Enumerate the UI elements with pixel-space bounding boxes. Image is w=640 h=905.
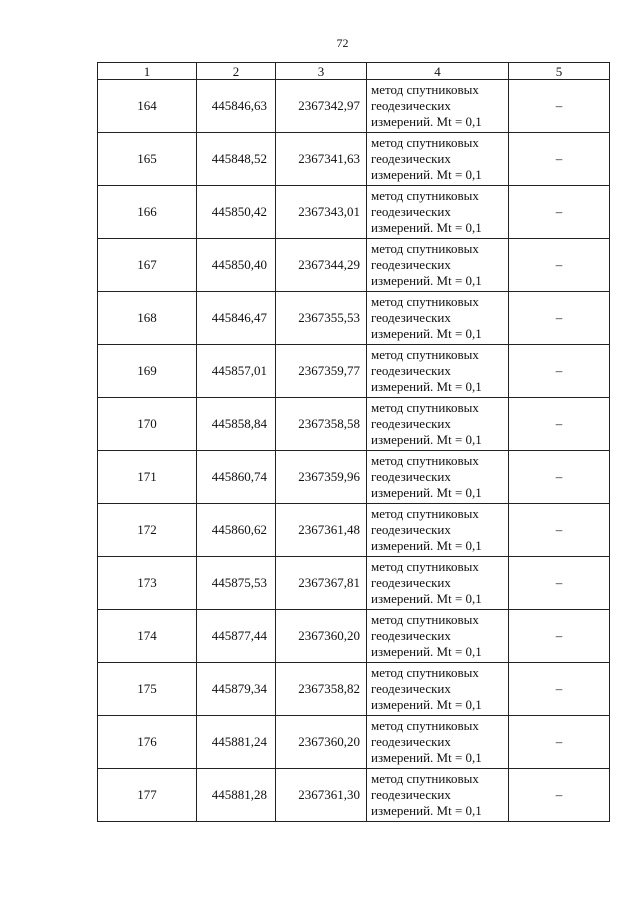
table-row: [98, 769, 610, 822]
method-line: геодезических: [371, 575, 451, 590]
x-coordinate-cell: 445857,01: [197, 345, 276, 398]
method-line: измерений. Mt = 0,1: [371, 485, 482, 500]
method-cell: [367, 557, 509, 610]
method-cell: [367, 133, 509, 186]
x-coordinate-cell: 445846,47: [197, 292, 276, 345]
method-cell: [367, 663, 509, 716]
table-row: [98, 451, 610, 504]
method-line: измерений. Mt = 0,1: [371, 591, 482, 606]
x-coordinate-cell: 445879,34: [197, 663, 276, 716]
y-coordinate-cell: 2367361,48: [276, 504, 367, 557]
method-line: геодезических: [371, 363, 451, 378]
coordinates-table: [97, 62, 610, 822]
table-row: [98, 557, 610, 610]
point-number-cell: 170: [98, 398, 197, 451]
method-line: геодезических: [371, 469, 451, 484]
method-line: метод спутниковых: [371, 665, 479, 680]
note-cell: –: [509, 451, 610, 504]
note-cell: –: [509, 80, 610, 133]
x-coordinate-cell: 445875,53: [197, 557, 276, 610]
method-line: измерений. Mt = 0,1: [371, 697, 482, 712]
method-line: метод спутниковых: [371, 294, 479, 309]
header-cell-col-1: 1: [98, 63, 197, 80]
point-number-cell: 173: [98, 557, 197, 610]
method-line: метод спутниковых: [371, 718, 479, 733]
method-line: измерений. Mt = 0,1: [371, 220, 482, 235]
method-line: измерений. Mt = 0,1: [371, 538, 482, 553]
method-cell: [367, 80, 509, 133]
method-line: геодезических: [371, 787, 451, 802]
method-cell: [367, 716, 509, 769]
table-row: [98, 663, 610, 716]
y-coordinate-cell: 2367361,30: [276, 769, 367, 822]
method-line: метод спутниковых: [371, 188, 479, 203]
y-coordinate-cell: 2367358,82: [276, 663, 367, 716]
table-row: [98, 398, 610, 451]
x-coordinate-cell: 445850,42: [197, 186, 276, 239]
y-coordinate-cell: 2367359,96: [276, 451, 367, 504]
method-line: измерений. Mt = 0,1: [371, 432, 482, 447]
table-row: [98, 239, 610, 292]
point-number-cell: 169: [98, 345, 197, 398]
method-line: измерений. Mt = 0,1: [371, 644, 482, 659]
method-line: геодезических: [371, 628, 451, 643]
method-cell: [367, 451, 509, 504]
y-coordinate-cell: 2367344,29: [276, 239, 367, 292]
point-number-cell: 167: [98, 239, 197, 292]
method-line: геодезических: [371, 98, 451, 113]
method-line: геодезических: [371, 257, 451, 272]
table-row: [98, 186, 610, 239]
method-cell: [367, 186, 509, 239]
note-cell: –: [509, 716, 610, 769]
method-cell: [367, 345, 509, 398]
method-line: измерений. Mt = 0,1: [371, 326, 482, 341]
method-line: измерений. Mt = 0,1: [371, 273, 482, 288]
x-coordinate-cell: 445846,63: [197, 80, 276, 133]
table-row: [98, 610, 610, 663]
header-cell-col-2: 2: [197, 63, 276, 80]
point-number-cell: 175: [98, 663, 197, 716]
table-header-row: [98, 63, 610, 80]
method-cell: [367, 292, 509, 345]
x-coordinate-cell: 445850,40: [197, 239, 276, 292]
note-cell: –: [509, 292, 610, 345]
point-number-cell: 177: [98, 769, 197, 822]
note-cell: –: [509, 504, 610, 557]
method-cell: [367, 398, 509, 451]
x-coordinate-cell: 445881,24: [197, 716, 276, 769]
table-row: [98, 80, 610, 133]
y-coordinate-cell: 2367360,20: [276, 716, 367, 769]
method-line: метод спутниковых: [371, 241, 479, 256]
y-coordinate-cell: 2367343,01: [276, 186, 367, 239]
note-cell: –: [509, 133, 610, 186]
x-coordinate-cell: 445860,74: [197, 451, 276, 504]
table-row: [98, 716, 610, 769]
header-cell-col-3: 3: [276, 63, 367, 80]
method-line: измерений. Mt = 0,1: [371, 379, 482, 394]
method-cell: [367, 239, 509, 292]
table-row: [98, 504, 610, 557]
point-number-cell: 165: [98, 133, 197, 186]
point-number-cell: 166: [98, 186, 197, 239]
point-number-cell: 171: [98, 451, 197, 504]
method-line: метод спутниковых: [371, 135, 479, 150]
method-line: метод спутниковых: [371, 559, 479, 574]
point-number-cell: 164: [98, 80, 197, 133]
method-line: измерений. Mt = 0,1: [371, 114, 482, 129]
x-coordinate-cell: 445881,28: [197, 769, 276, 822]
method-line: метод спутниковых: [371, 506, 479, 521]
method-cell: [367, 610, 509, 663]
note-cell: –: [509, 345, 610, 398]
table-row: [98, 292, 610, 345]
method-line: геодезических: [371, 151, 451, 166]
note-cell: –: [509, 239, 610, 292]
note-cell: –: [509, 398, 610, 451]
x-coordinate-cell: 445877,44: [197, 610, 276, 663]
y-coordinate-cell: 2367360,20: [276, 610, 367, 663]
method-line: геодезических: [371, 204, 451, 219]
table-row: [98, 345, 610, 398]
header-cell-col-4: 4: [367, 63, 509, 80]
method-line: метод спутниковых: [371, 612, 479, 627]
method-line: измерений. Mt = 0,1: [371, 750, 482, 765]
method-line: метод спутниковых: [371, 400, 479, 415]
point-number-cell: 172: [98, 504, 197, 557]
method-line: измерений. Mt = 0,1: [371, 803, 482, 818]
note-cell: –: [509, 610, 610, 663]
note-cell: –: [509, 557, 610, 610]
method-cell: [367, 769, 509, 822]
method-cell: [367, 504, 509, 557]
method-line: метод спутниковых: [371, 347, 479, 362]
x-coordinate-cell: 445858,84: [197, 398, 276, 451]
method-line: геодезических: [371, 416, 451, 431]
method-line: измерений. Mt = 0,1: [371, 167, 482, 182]
point-number-cell: 174: [98, 610, 197, 663]
method-line: метод спутниковых: [371, 771, 479, 786]
y-coordinate-cell: 2367341,63: [276, 133, 367, 186]
note-cell: –: [509, 769, 610, 822]
note-cell: –: [509, 186, 610, 239]
y-coordinate-cell: 2367359,77: [276, 345, 367, 398]
method-line: геодезических: [371, 734, 451, 749]
method-line: геодезических: [371, 310, 451, 325]
method-line: метод спутниковых: [371, 453, 479, 468]
header-cell-col-5: 5: [509, 63, 610, 80]
y-coordinate-cell: 2367342,97: [276, 80, 367, 133]
point-number-cell: 176: [98, 716, 197, 769]
method-line: геодезических: [371, 522, 451, 537]
method-line: геодезических: [371, 681, 451, 696]
table-row: [98, 133, 610, 186]
page-number: 72: [336, 36, 349, 50]
x-coordinate-cell: 445860,62: [197, 504, 276, 557]
point-number-cell: 168: [98, 292, 197, 345]
y-coordinate-cell: 2367358,58: [276, 398, 367, 451]
y-coordinate-cell: 2367355,53: [276, 292, 367, 345]
y-coordinate-cell: 2367367,81: [276, 557, 367, 610]
method-line: метод спутниковых: [371, 82, 479, 97]
note-cell: –: [509, 663, 610, 716]
x-coordinate-cell: 445848,52: [197, 133, 276, 186]
